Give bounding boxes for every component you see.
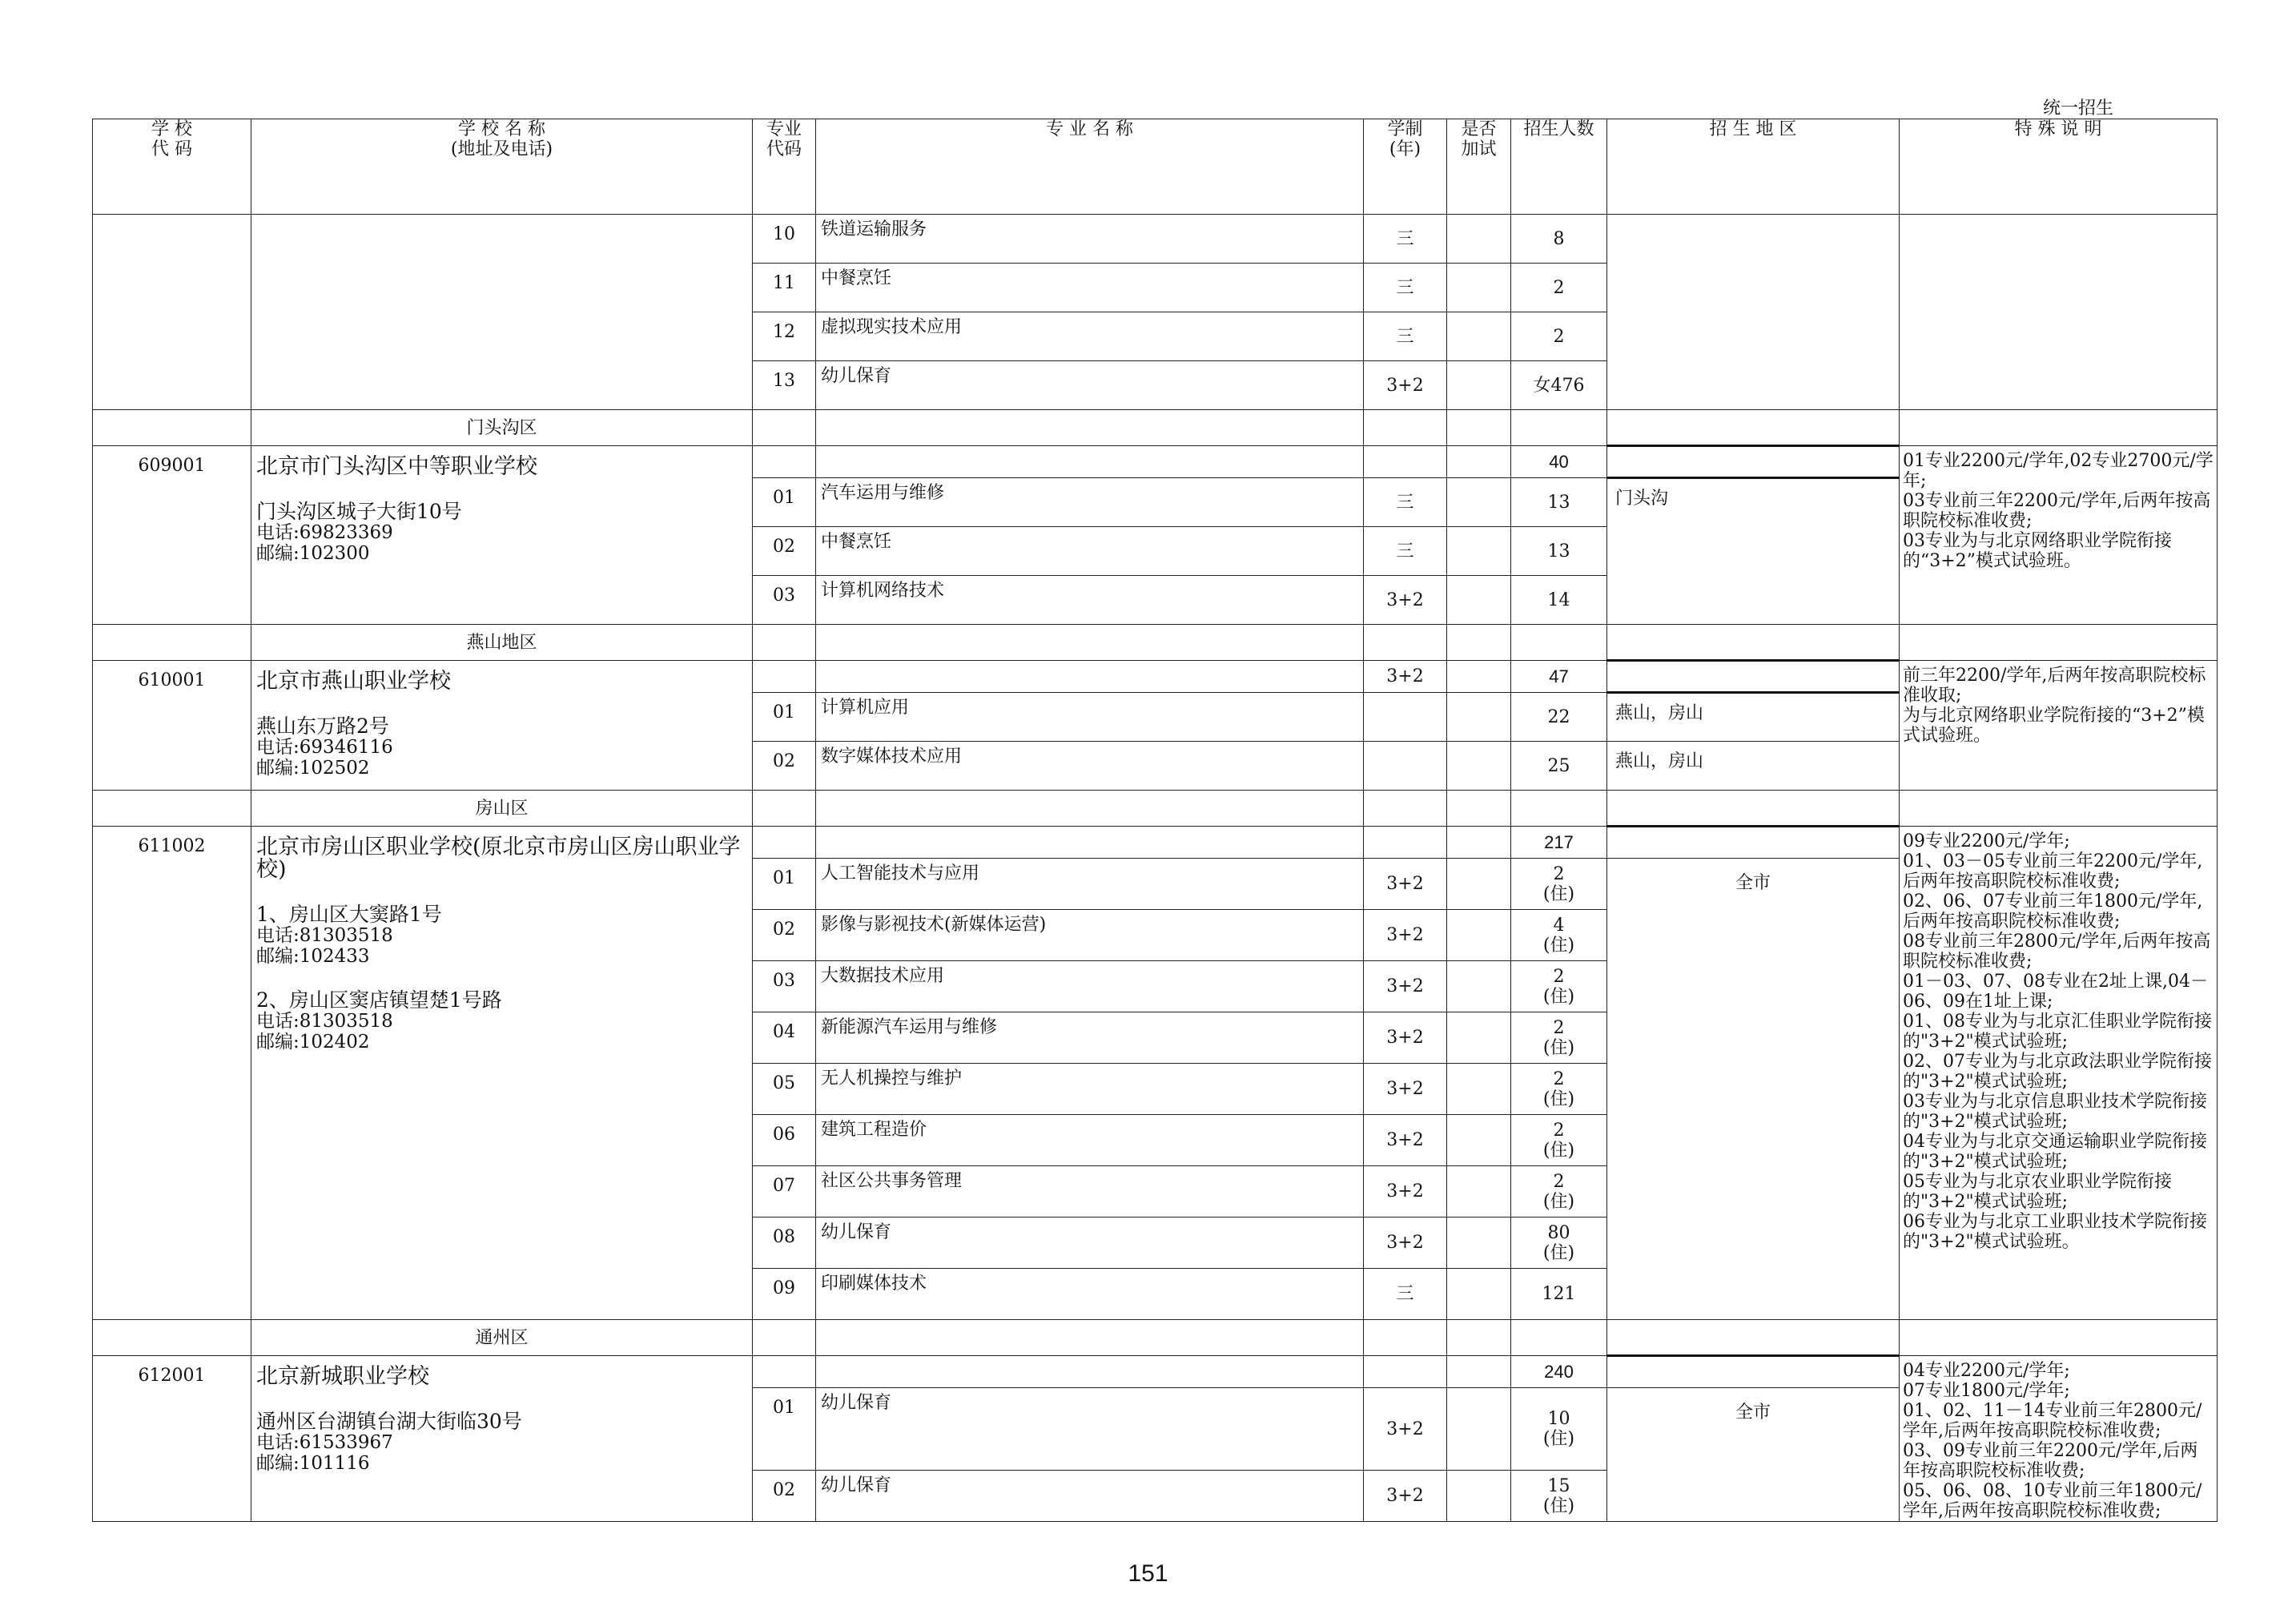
school-address: 通州区台湖镇台湖大街临30号 [256, 1410, 522, 1433]
major-code: 08 [753, 1218, 816, 1269]
duration: 三 [1364, 478, 1447, 527]
top-right-label: 统一招生 [2042, 99, 2113, 119]
school-row [93, 661, 2218, 693]
total-enroll: 240 [1511, 1356, 1607, 1388]
duration: 3+2 [1364, 661, 1447, 693]
enroll-count: 22 [1511, 693, 1607, 742]
duration: 3+2 [1364, 961, 1447, 1012]
header-extra-test: 是否 加试 [1447, 119, 1511, 215]
district-row [93, 791, 2218, 827]
enroll-count: 2 (住) [1511, 961, 1607, 1012]
major-name: 无人机操控与维护 [816, 1064, 1364, 1115]
school-address: 2、房山区窦店镇望楚1号路 [256, 988, 502, 1012]
major-code: 03 [753, 576, 816, 625]
major-code: 05 [753, 1064, 816, 1115]
header-major-name: 专 业 名 称 [816, 119, 1364, 215]
extra-test [1447, 215, 1511, 264]
district-yanshan: 燕山地区 [251, 625, 753, 661]
enroll-count: 80 (住) [1511, 1218, 1607, 1269]
district-row [93, 1320, 2218, 1356]
table-row [93, 215, 2218, 264]
major-code: 01 [753, 693, 816, 742]
header-notes: 特 殊 说 明 [1900, 119, 2218, 215]
enroll-count: 10 (住) [1511, 1388, 1607, 1471]
extra-test [1447, 1218, 1511, 1269]
major-name: 大数据技术应用 [816, 961, 1364, 1012]
school-info [251, 661, 753, 791]
special-notes: 01专业2200元/学年,02专业2700元/学年; 03专业前三年2200元/学年,后两年按高职院校标准收费; 03专业为与北京网络职业学院衔接的“3+2”模式试验班。 [1900, 446, 2218, 625]
school-name-cell [251, 215, 753, 410]
major-name: 幼儿保育 [816, 1218, 1364, 1269]
region: 全市 [1607, 859, 1900, 1320]
school-zip: 邮编:101116 [256, 1453, 370, 1474]
duration: 3+2 [1364, 859, 1447, 910]
enroll-count: 女476 [1511, 361, 1607, 410]
total-enroll: 40 [1511, 446, 1607, 478]
school-zip: 邮编:102300 [256, 543, 370, 564]
duration: 3+2 [1364, 1064, 1447, 1115]
school-phone: 电话:81303518 [256, 925, 393, 946]
major-name: 建筑工程造价 [816, 1115, 1364, 1166]
duration [1364, 693, 1447, 742]
district-row [93, 410, 2218, 446]
extra-test [1447, 1012, 1511, 1064]
enroll-count: 4 (住) [1511, 910, 1607, 961]
region-cell [1607, 215, 1900, 410]
duration: 3+2 [1364, 1115, 1447, 1166]
enroll-count: 2 (住) [1511, 1064, 1607, 1115]
total-enroll: 47 [1511, 661, 1607, 693]
duration: 3+2 [1364, 1388, 1447, 1471]
region: 燕山，房山 [1607, 693, 1900, 742]
major-name: 人工智能技术与应用 [816, 859, 1364, 910]
school-code: 611002 [93, 827, 251, 1320]
major-name: 社区公共事务管理 [816, 1166, 1364, 1218]
header-school-name: 学 校 名 称 (地址及电话) [251, 119, 753, 215]
major-code: 03 [753, 961, 816, 1012]
district-fangshan: 房山区 [251, 791, 753, 827]
extra-test [1447, 361, 1511, 410]
school-code-cell [93, 215, 251, 410]
school-address: 燕山东万路2号 [256, 714, 389, 738]
school-row [93, 446, 2218, 478]
extra-test [1447, 1166, 1511, 1218]
extra-test [1447, 1269, 1511, 1320]
extra-test [1447, 1064, 1511, 1115]
duration: 三 [1364, 527, 1447, 576]
school-info [251, 827, 753, 1320]
school-phone: 电话:61533967 [256, 1432, 393, 1453]
extra-test [1447, 478, 1511, 527]
major-code: 02 [753, 910, 816, 961]
header-region: 招 生 地 区 [1607, 119, 1900, 215]
header-major-code: 专业 代码 [753, 119, 816, 215]
duration: 三 [1364, 215, 1447, 264]
enroll-count: 2 [1511, 312, 1607, 361]
enroll-count: 2 (住) [1511, 1012, 1607, 1064]
school-row [93, 827, 2218, 859]
duration: 3+2 [1364, 1012, 1447, 1064]
duration: 3+2 [1364, 1218, 1447, 1269]
total-enroll: 217 [1511, 827, 1607, 859]
school-info [251, 1356, 753, 1522]
major-name: 幼儿保育 [816, 1471, 1364, 1522]
region: 燕山，房山 [1607, 742, 1900, 791]
major-name: 幼儿保育 [816, 361, 1364, 410]
major-name: 中餐烹饪 [816, 264, 1364, 312]
school-row [93, 1356, 2218, 1388]
enrollment-table [92, 119, 2218, 1522]
duration: 3+2 [1364, 1471, 1447, 1522]
enroll-count: 2 (住) [1511, 1166, 1607, 1218]
major-code: 04 [753, 1012, 816, 1064]
region: 全市 [1607, 1388, 1900, 1522]
extra-test [1447, 1388, 1511, 1471]
header-row [93, 119, 2218, 215]
major-name: 中餐烹饪 [816, 527, 1364, 576]
page-number: 151 [1128, 1560, 1168, 1587]
enroll-count: 25 [1511, 742, 1607, 791]
notes-cell [1900, 215, 2218, 410]
major-code: 02 [753, 742, 816, 791]
school-address: 1、房山区大窦路1号 [256, 903, 442, 926]
duration: 3+2 [1364, 576, 1447, 625]
school-info [251, 446, 753, 625]
school-phone: 电话:69823369 [256, 522, 393, 543]
school-name: 北京市燕山职业学校 [256, 669, 451, 694]
major-code: 02 [753, 1471, 816, 1522]
school-phone: 电话:81303518 [256, 1011, 393, 1032]
major-code: 02 [753, 527, 816, 576]
extra-test [1447, 859, 1511, 910]
school-phone: 电话:69346116 [256, 737, 393, 758]
duration: 三 [1364, 264, 1447, 312]
duration: 三 [1364, 1269, 1447, 1320]
enroll-count: 13 [1511, 478, 1607, 527]
school-zip: 邮编:102433 [256, 946, 370, 967]
special-notes: 09专业2200元/学年; 01、03－05专业前三年2200元/学年,后两年按高职院校标准收费; 02、06、07专业前三年1800元/学年,后两年按高职院校标准收费; 08专业前三年2800元/学年,后两年按高职院校标准收费; 01－03、07、08专业在2址上课,04－06、09在1址上课; 01、08专业为与北京汇佳职业学院衔接的"3+2"模式试验班; 02、07专业为与北京政法职业学院衔接的"3+2"模式试验班; 03专业为与北京信息职业技术学院衔接的"3+2"模式试验班; 04专业为与北京交通运输职业学院衔接的"3+2"模式试验班; 05专业为与北京农业职业学院衔接的"3+2"模式试验班; 06专业为与北京工业职业技术学院衔接的"3+2"模式试验班。 [1900, 827, 2218, 1320]
major-code: 11 [753, 264, 816, 312]
enroll-count: 14 [1511, 576, 1607, 625]
extra-test [1447, 742, 1511, 791]
major-name: 幼儿保育 [816, 1388, 1364, 1471]
major-name: 数字媒体技术应用 [816, 742, 1364, 791]
header-school-code: 学 校 代 码 [93, 119, 251, 215]
major-code: 07 [753, 1166, 816, 1218]
enroll-count: 2 (住) [1511, 859, 1607, 910]
major-name: 影像与影视技术(新媒体运营) [816, 910, 1364, 961]
duration [1364, 742, 1447, 791]
school-code: 610001 [93, 661, 251, 791]
enroll-count: 2 (住) [1511, 1115, 1607, 1166]
extra-test [1447, 910, 1511, 961]
school-code: 609001 [93, 446, 251, 625]
major-name: 新能源汽车运用与维修 [816, 1012, 1364, 1064]
major-code: 01 [753, 859, 816, 910]
duration: 三 [1364, 312, 1447, 361]
major-code: 10 [753, 215, 816, 264]
major-code: 13 [753, 361, 816, 410]
school-address: 门头沟区城子大街10号 [256, 500, 462, 523]
school-zip: 邮编:102502 [256, 758, 370, 779]
header-duration: 学制 (年) [1364, 119, 1447, 215]
extra-test [1447, 961, 1511, 1012]
school-code: 612001 [93, 1356, 251, 1522]
school-name: 北京市房山区职业学校(原北京市房山区房山职业学校) [256, 835, 741, 882]
duration: 3+2 [1364, 1166, 1447, 1218]
header-enroll: 招生人数 [1511, 119, 1607, 215]
enroll-count: 8 [1511, 215, 1607, 264]
district-mentougou: 门头沟区 [251, 410, 753, 446]
major-name: 虚拟现实技术应用 [816, 312, 1364, 361]
duration: 3+2 [1364, 361, 1447, 410]
school-name: 北京新城职业学校 [256, 1364, 429, 1389]
major-code: 09 [753, 1269, 816, 1320]
extra-test [1447, 1471, 1511, 1522]
extra-test [1447, 527, 1511, 576]
enroll-count: 15 (住) [1511, 1471, 1607, 1522]
enroll-count: 13 [1511, 527, 1607, 576]
extra-test [1447, 312, 1511, 361]
major-name: 汽车运用与维修 [816, 478, 1364, 527]
extra-test [1447, 576, 1511, 625]
school-zip: 邮编:102402 [256, 1032, 370, 1052]
major-name: 印刷媒体技术 [816, 1269, 1364, 1320]
major-name: 计算机网络技术 [816, 576, 1364, 625]
enroll-count: 121 [1511, 1269, 1607, 1320]
major-name: 铁道运输服务 [816, 215, 1364, 264]
district-row [93, 625, 2218, 661]
duration: 3+2 [1364, 910, 1447, 961]
major-name: 计算机应用 [816, 693, 1364, 742]
major-code: 12 [753, 312, 816, 361]
extra-test [1447, 1115, 1511, 1166]
district-tongzhou: 通州区 [251, 1320, 753, 1356]
major-code: 06 [753, 1115, 816, 1166]
region: 门头沟 [1607, 478, 1900, 625]
school-name: 北京市门头沟区中等职业学校 [256, 454, 537, 479]
special-notes: 前三年2200/学年,后两年按高职院校标准收取; 为与北京网络职业学院衔接的“3+2”模式试验班。 [1900, 661, 2218, 791]
extra-test [1447, 693, 1511, 742]
enroll-count: 2 [1511, 264, 1607, 312]
major-code: 01 [753, 478, 816, 527]
special-notes: 04专业2200元/学年; 07专业1800元/学年; 01、02、11－14专业前三年2800元/学年,后两年按高职院校标准收费; 03、09专业前三年2200元/学年,后两年按高职院校标准收费; 05、06、08、10专业前三年1800元/学年,后两年按高职院校标准收费; [1900, 1356, 2218, 1522]
extra-test [1447, 264, 1511, 312]
major-code: 01 [753, 1388, 816, 1471]
